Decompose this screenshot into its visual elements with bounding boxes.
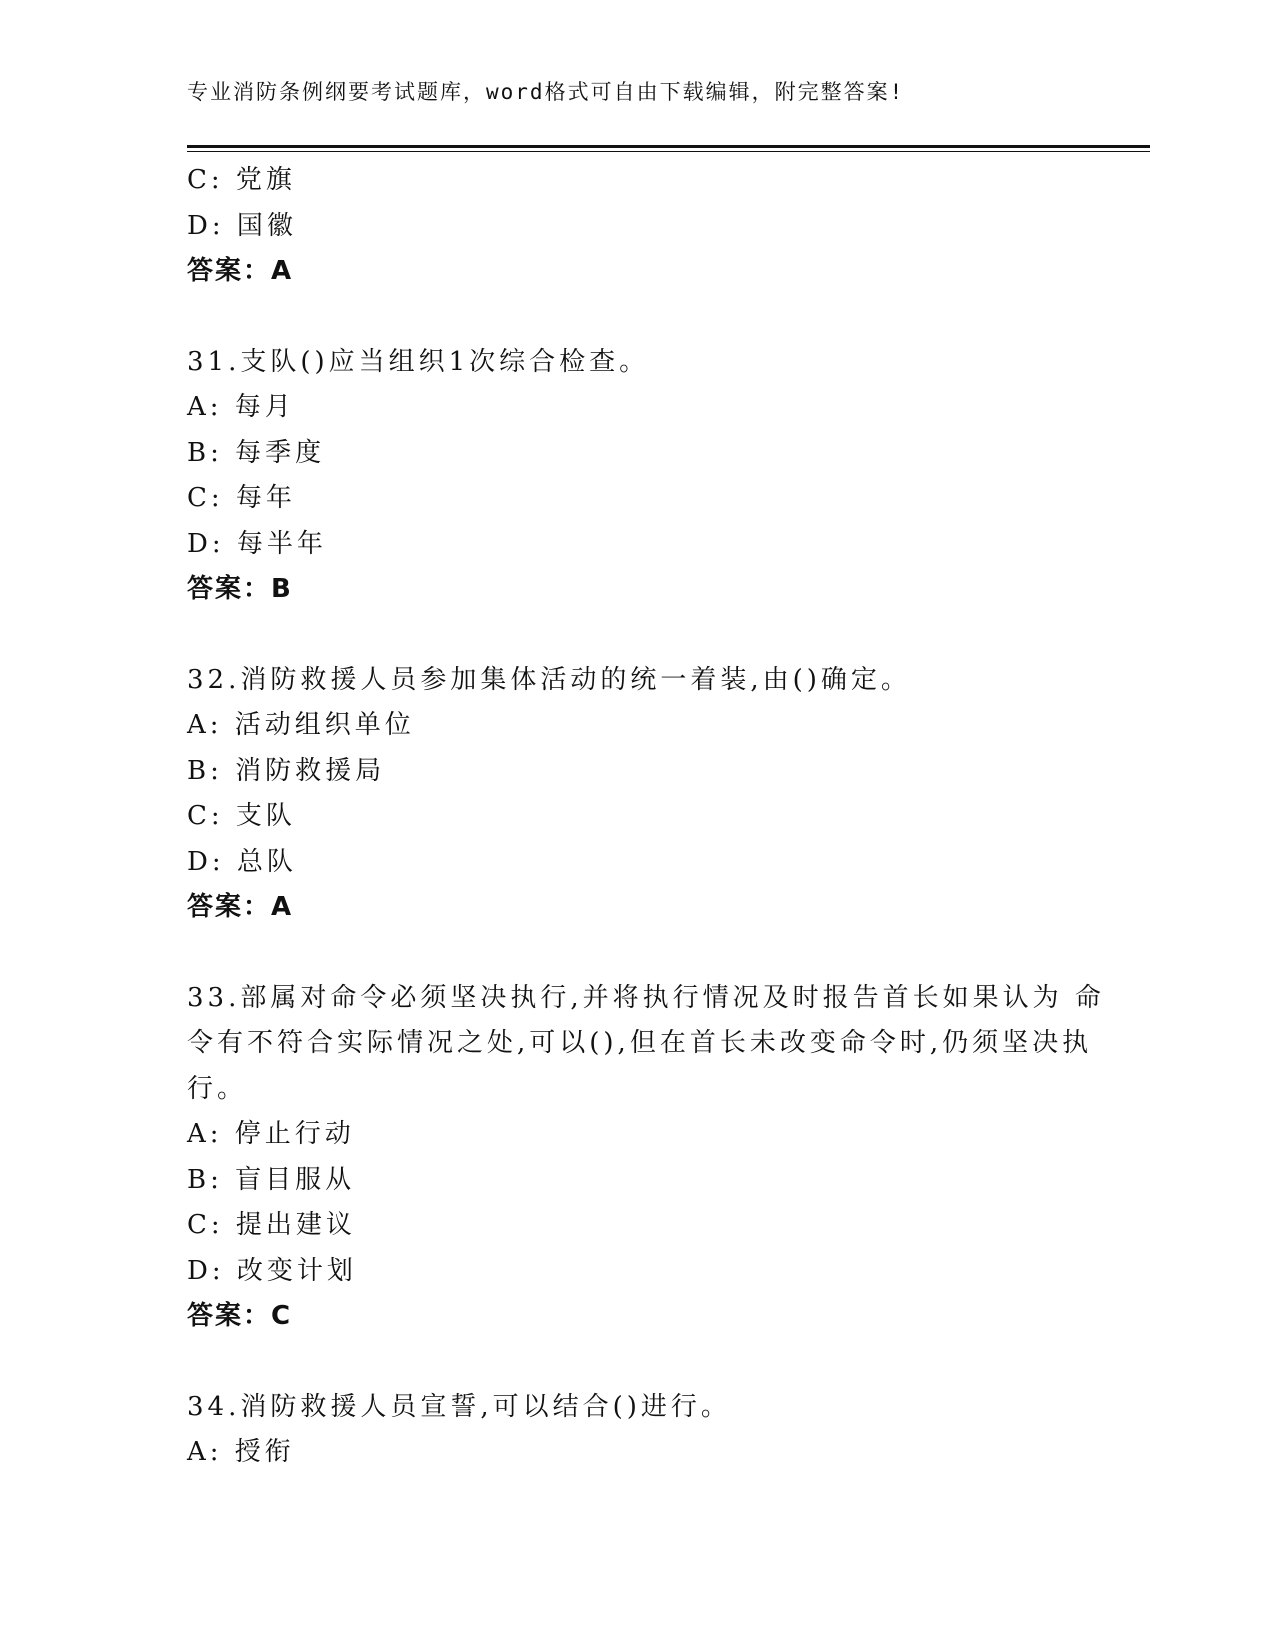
answer-line: 答案：A bbox=[187, 256, 294, 286]
question-stem-line: 33.部属对命令必须坚决执行,并将执行情况及时报告首长如果认为 命 bbox=[187, 982, 1105, 1013]
option-a: A: 授衔 bbox=[187, 1437, 295, 1467]
option-d: D: 总队 bbox=[187, 846, 297, 877]
option-d: D: 改变计划 bbox=[187, 1255, 357, 1286]
question-stem-line: 行。 bbox=[187, 1073, 248, 1104]
option-c: C: 党旗 bbox=[187, 165, 296, 195]
option-b: B: 盲目服从 bbox=[187, 1164, 356, 1195]
answer-line: 答案：C bbox=[187, 1301, 293, 1331]
page-header: 专业消防条例纲要考试题库，word格式可自由下载编辑，附完整答案! bbox=[187, 80, 905, 104]
question-stem-line: 令有不符合实际情况之处,可以(),但在首长未改变命令时,仍须坚决执 bbox=[187, 1028, 1093, 1058]
option-c: C: 提出建议 bbox=[187, 1210, 356, 1240]
option-c: C: 支队 bbox=[187, 801, 296, 831]
question-stem: 31.支队()应当组织1次综合检查。 bbox=[187, 346, 650, 377]
option-a: A: 停止行动 bbox=[187, 1119, 355, 1149]
option-b: B: 消防救援局 bbox=[187, 755, 386, 786]
answer-line: 答案：A bbox=[187, 892, 294, 922]
option-a: A: 每月 bbox=[187, 392, 295, 422]
answer-line: 答案：B bbox=[187, 574, 293, 604]
option-a: A: 活动组织单位 bbox=[187, 710, 415, 740]
option-d: D: 每半年 bbox=[187, 528, 327, 559]
header-rule-thin bbox=[187, 151, 1150, 152]
question-stem: 34.消防救援人员宣誓,可以结合()进行。 bbox=[187, 1391, 731, 1422]
option-c: C: 每年 bbox=[187, 483, 296, 513]
question-stem: 32.消防救援人员参加集体活动的统一着装,由()确定。 bbox=[187, 664, 911, 695]
question-content bbox=[187, 158, 1105, 1476]
option-b: B: 每季度 bbox=[187, 437, 326, 468]
header-rule-thick bbox=[187, 145, 1150, 148]
option-d: D: 国徽 bbox=[187, 210, 297, 241]
